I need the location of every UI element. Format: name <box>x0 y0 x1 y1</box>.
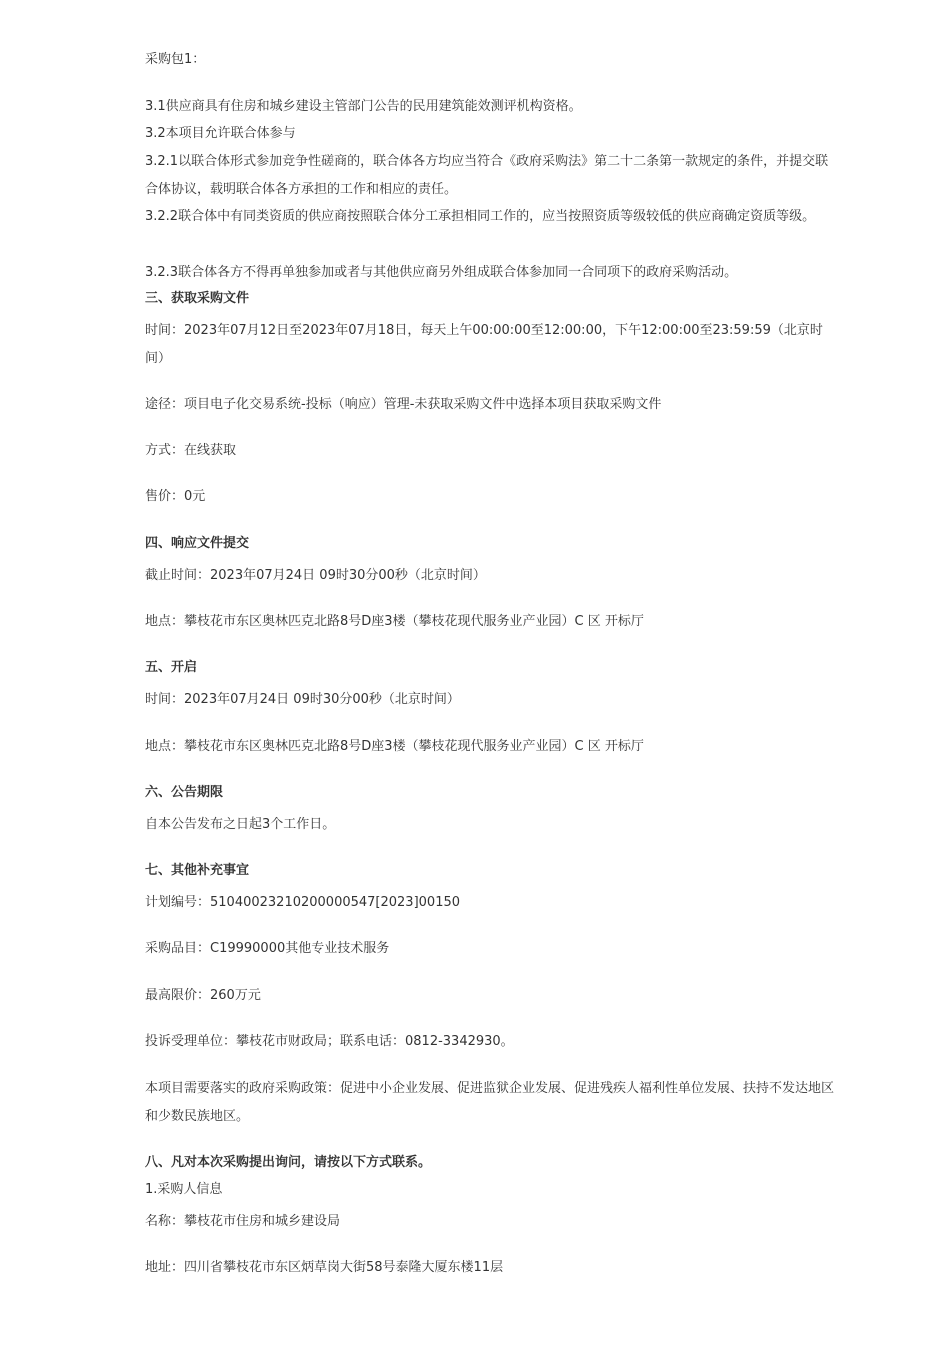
package-label: 采购包1： <box>145 52 206 67</box>
purchaser-info-heading: 1.采购人信息 <box>145 1182 223 1197</box>
section-5-location: 地点：攀枝花市东区奥林匹克北路8号D座3楼（攀枝花现代服务业产业园）C 区 开标厅 <box>145 739 644 754</box>
section-3-channel: 途径：项目电子化交易系统-投标（响应）管理-未获取采购文件中选择本项目获取采购文件 <box>145 397 662 412</box>
section-8-heading: 八、凡对本次采购提出询问，请按以下方式联系。 <box>145 1155 432 1170</box>
qualification-3-2: 3.2本项目允许联合体参与 <box>145 126 296 141</box>
qualification-3-2-3: 3.2.3联合体各方不得再单独参加或者与其他供应商另外组成联合体参加同一合同项下的政府采购活动。 <box>145 265 738 280</box>
section-5-time: 时间：2023年07月24日 09时30分00秒（北京时间） <box>145 692 460 707</box>
section-6-heading: 六、公告期限 <box>145 785 224 800</box>
qualification-3-2-2: 3.2.2联合体中有同类资质的供应商按照联合体分工承担相同工作的，应当按照资质等级较低的供应商确定资质等级。 <box>145 209 816 224</box>
purchaser-address: 地址：四川省攀枝花市东区炳草岗大街58号泰隆大厦东楼11层 <box>145 1260 504 1275</box>
max-price: 最高限价：260万元 <box>145 988 261 1003</box>
section-3-method: 方式：在线获取 <box>145 443 237 458</box>
section-3-heading: 三、获取采购文件 <box>145 291 250 306</box>
section-4-heading: 四、响应文件提交 <box>145 536 250 551</box>
section-4-location: 地点：攀枝花市东区奥林匹克北路8号D座3楼（攀枝花现代服务业产业园）C 区 开标厅 <box>145 614 644 629</box>
plan-number: 计划编号：51040023210200000547[2023]00150 <box>145 895 461 910</box>
section-7-heading: 七、其他补充事宜 <box>145 863 250 878</box>
complaint-contact: 投诉受理单位：攀枝花市财政局；联系电话：0812-3342930。 <box>145 1034 514 1049</box>
section-3-price: 售价：0元 <box>145 489 206 504</box>
section-6-period: 自本公告发布之日起3个工作日。 <box>145 817 336 832</box>
procurement-policy: 本项目需要落实的政府采购政策：促进中小企业发展、促进监狱企业发展、促进残疾人福利性单位发展、扶持不发达地区和少数民族地区。 <box>145 1081 835 1124</box>
section-5-heading: 五、开启 <box>145 660 198 675</box>
qualification-3-1: 3.1供应商具有住房和城乡建设主管部门公告的民用建筑能效测评机构资格。 <box>145 99 582 114</box>
purchaser-name: 名称：攀枝花市住房和城乡建设局 <box>145 1214 341 1229</box>
section-4-deadline: 截止时间：2023年07月24日 09时30分00秒（北京时间） <box>145 568 486 583</box>
procurement-item: 采购品目：C19990000其他专业技术服务 <box>145 941 390 956</box>
qualification-3-2-1: 3.2.1以联合体形式参加竞争性磋商的，联合体各方均应当符合《政府采购法》第二十二条第一款规定的条件，并提交联合体协议，载明联合体各方承担的工作和相应的责任。 <box>145 154 829 197</box>
section-3-time: 时间：2023年07月12日至2023年07月18日，每天上午00:00:00至12:00:00，下午12:00:00至23:59:59（北京时间） <box>145 323 823 366</box>
